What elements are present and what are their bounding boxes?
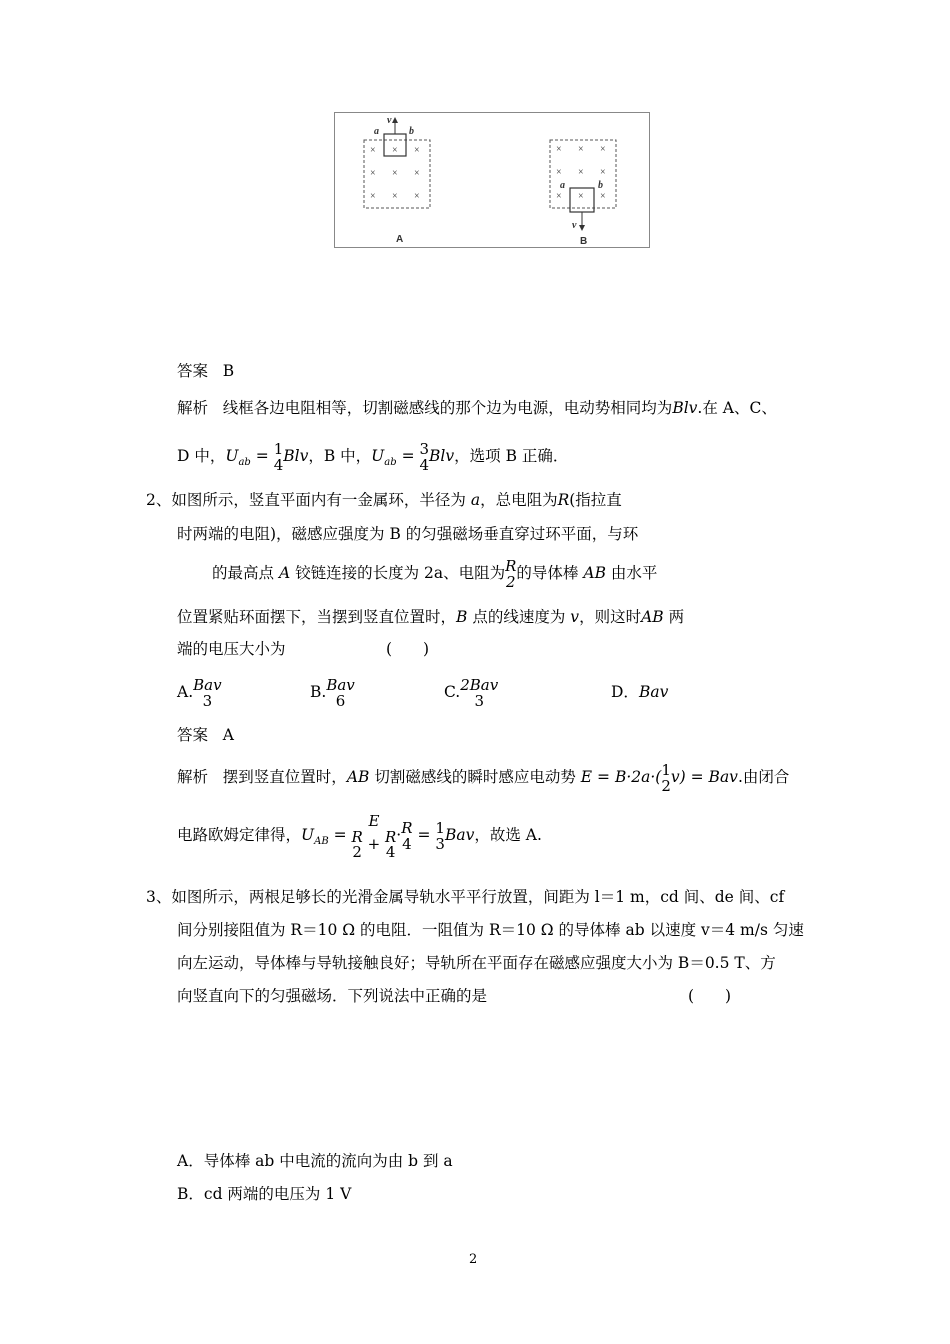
svg-text:×: × xyxy=(392,145,398,156)
svg-text:×: × xyxy=(578,167,584,178)
q1-answer: 答案 B xyxy=(177,362,235,380)
svg-text:×: × xyxy=(600,167,606,178)
svg-text:×: × xyxy=(414,168,420,179)
svg-text:×: × xyxy=(370,145,376,156)
svg-text:b: b xyxy=(598,180,603,191)
svg-text:×: × xyxy=(600,191,606,202)
q2-option-b: B. Bav 6 xyxy=(310,676,355,710)
svg-text:×: × xyxy=(414,145,420,156)
q3-line4: 向竖直向下的匀强磁场．下列说法中正确的是 xyxy=(177,987,488,1005)
svg-text:×: × xyxy=(392,191,398,202)
svg-text:×: × xyxy=(556,191,562,202)
q1-analysis-line2: D 中，$U_{ab}$ = 1 4 Blv，B 中，$U_{ab}$ = 3 4 Blv，选项 B 正确． xyxy=(177,440,569,474)
figure-svg xyxy=(334,112,650,248)
q2-paren: ( ) xyxy=(386,640,430,658)
svg-text:b: b xyxy=(409,126,414,137)
svg-text:a: a xyxy=(560,180,565,191)
q3-line2: 间分别接阻值为 R＝10 Ω 的电阻．一阻值为 R＝10 Ω 的导体棒 ab 以速度 v＝4 m/s 匀速 xyxy=(177,921,804,939)
svg-text:×: × xyxy=(370,168,376,179)
q3-option-b: B．cd 两端的电压为 1 V xyxy=(177,1185,352,1203)
q3-option-a: A．导体棒 ab 中电流的流向为由 b 到 a xyxy=(177,1152,453,1170)
q2-line5: 端的电压大小为 xyxy=(177,640,286,658)
q3-line3: 向左运动，导体棒与导轨接触良好；导轨所在平面存在磁感应强度大小为 B＝0.5 T、方 xyxy=(177,954,776,972)
q2-analysis-line1: 解析 摆到竖直位置时，AB 切割磁感线的瞬时感应电动势 E = B·2a·( 1 2 v) = Bav.由闭合 xyxy=(177,761,790,795)
q2-line1: 2、如图所示，竖直平面内有一金属环，半径为 a，总电阻为R(指拉直 xyxy=(146,491,622,509)
figure-magnetic-field-loops xyxy=(334,112,650,248)
fraction-3-4: 3 4 xyxy=(419,440,430,474)
q2-option-d: D．Bav xyxy=(611,683,669,701)
svg-text:×: × xyxy=(370,191,376,202)
q2-option-a: A. Bav 3 xyxy=(177,676,222,710)
q2-line3: 的最高点 A 铰链连接的长度为 2a、电阻为 R 2 的导体棒 AB 由水平 xyxy=(212,557,658,591)
page-number: 2 xyxy=(469,1252,478,1267)
q2-option-c: C. 2Bav 3 xyxy=(444,676,499,710)
q2-line4: 位置紧贴环面摆下，当摆到竖直位置时，B 点的线速度为 v，则这时AB 两 xyxy=(177,608,685,626)
svg-text:×: × xyxy=(414,191,420,202)
panel-b-label: B xyxy=(580,236,588,247)
svg-text:×: × xyxy=(556,144,562,155)
q1-analysis-line1: 解析 线框各边电阻相等，切割磁感线的那个边为电源，电动势相同均为Blv.在 A、C、 xyxy=(177,399,777,417)
q3-line1: 3、如图所示，两根足够长的光滑金属导轨水平平行放置，间距为 l＝1 m，cd 间、de 间、cf xyxy=(146,888,785,906)
svg-text:v: v xyxy=(387,115,392,126)
q2-analysis-line2: 电路欧姆定律得，$U_{AB}$ = E R 2 + R 4 · R 4 = 1 3 Bav，故选 A. xyxy=(177,811,542,861)
q2-line2: 时两端的电阻)，磁感应强度为 B 的匀强磁场垂直穿过环平面，与环 xyxy=(177,525,639,543)
svg-text:×: × xyxy=(578,191,584,202)
fraction-E-over-sum: E R 2 + R 4 xyxy=(351,811,397,861)
q2-answer: 答案 A xyxy=(177,726,234,744)
svg-text:×: × xyxy=(578,144,584,155)
svg-text:×: × xyxy=(600,144,606,155)
fraction-R-2: R 2 xyxy=(505,557,517,591)
svg-text:×: × xyxy=(556,167,562,178)
svg-text:v: v xyxy=(572,220,577,231)
svg-text:×: × xyxy=(392,168,398,179)
svg-text:a: a xyxy=(374,126,379,137)
fraction-1-4: 1 4 xyxy=(273,440,284,474)
panel-a-label: A xyxy=(396,234,404,245)
q3-paren: ( ) xyxy=(688,987,732,1005)
